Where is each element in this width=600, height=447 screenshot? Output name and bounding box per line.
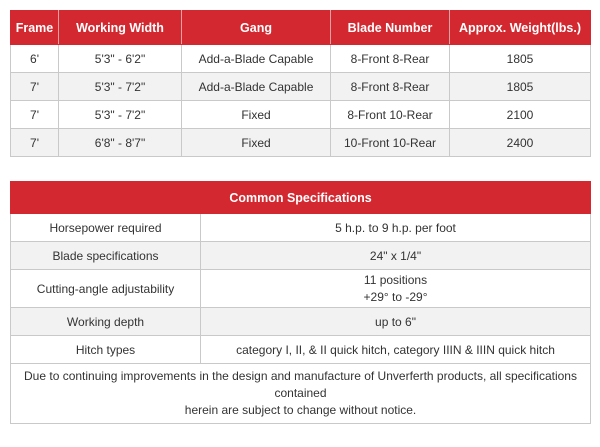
table-row bbox=[11, 129, 591, 157]
spec-label: Horsepower required bbox=[11, 214, 201, 242]
spec-label: Cutting-angle adjustability bbox=[11, 270, 201, 308]
disclaimer-note bbox=[11, 364, 591, 424]
table-row bbox=[11, 45, 591, 73]
header-blade-number: Blade Number bbox=[331, 11, 450, 45]
header-gang: Gang bbox=[182, 11, 331, 45]
cell-working-width: 5'3" - 7'2" bbox=[59, 73, 182, 101]
cell-gang: Fixed bbox=[182, 129, 331, 157]
spec-label: Working depth bbox=[11, 308, 201, 336]
spec-value: 5 h.p. to 9 h.p. per foot bbox=[201, 214, 591, 242]
cell-weight: 2400 bbox=[450, 129, 591, 157]
specs-header-row bbox=[11, 11, 591, 45]
table-row bbox=[11, 214, 591, 242]
cell-gang: Fixed bbox=[182, 101, 331, 129]
header-working-width: Working Width bbox=[59, 11, 182, 45]
table-row bbox=[11, 308, 591, 336]
spec-value-line: 11 positions bbox=[363, 272, 428, 287]
disclaimer-line: herein are subject to change without notice. bbox=[184, 403, 417, 417]
spec-label: Blade specifications bbox=[11, 242, 201, 270]
cell-working-width: 6'8" - 8'7" bbox=[59, 129, 182, 157]
cell-blade-number: 10-Front 10-Rear bbox=[331, 129, 450, 157]
cell-blade-number: 8-Front 10-Rear bbox=[331, 101, 450, 129]
header-frame: Frame bbox=[11, 11, 59, 45]
spec-value: up to 6" bbox=[201, 308, 591, 336]
table-row bbox=[11, 73, 591, 101]
table-row bbox=[11, 242, 591, 270]
table-row bbox=[11, 101, 591, 129]
cell-frame: 7' bbox=[11, 101, 59, 129]
disclaimer-row bbox=[11, 364, 591, 424]
cell-frame: 6' bbox=[11, 45, 59, 73]
disclaimer-line: Due to continuing improvements in the design and manufacture of Unverferth products, all specifications contained bbox=[24, 369, 577, 400]
table-row bbox=[11, 336, 591, 364]
cell-frame: 7' bbox=[11, 129, 59, 157]
cell-weight: 2100 bbox=[450, 101, 591, 129]
common-header-row bbox=[11, 182, 591, 214]
specs-table bbox=[10, 10, 591, 157]
header-approx-weight: Approx. Weight(lbs.) bbox=[450, 11, 591, 45]
cell-working-width: 5'3" - 6'2" bbox=[59, 45, 182, 73]
cell-gang: Add-a-Blade Capable bbox=[182, 73, 331, 101]
cell-weight: 1805 bbox=[450, 73, 591, 101]
common-specifications-title: Common Specifications bbox=[11, 182, 591, 214]
spec-value: category I, II, & II quick hitch, category IIIN & IIIN quick hitch bbox=[201, 336, 591, 364]
cell-blade-number: 8-Front 8-Rear bbox=[331, 73, 450, 101]
cell-frame: 7' bbox=[11, 73, 59, 101]
cell-working-width: 5'3" - 7'2" bbox=[59, 101, 182, 129]
cell-gang: Add-a-Blade Capable bbox=[182, 45, 331, 73]
spec-label: Hitch types bbox=[11, 336, 201, 364]
spec-value-line: +29° to -29° bbox=[363, 289, 428, 304]
cell-weight: 1805 bbox=[450, 45, 591, 73]
table-row bbox=[11, 270, 591, 308]
common-specifications-table bbox=[10, 181, 591, 424]
spec-value: 24" x 1/4" bbox=[201, 242, 591, 270]
cell-blade-number: 8-Front 8-Rear bbox=[331, 45, 450, 73]
spec-value bbox=[201, 270, 591, 308]
